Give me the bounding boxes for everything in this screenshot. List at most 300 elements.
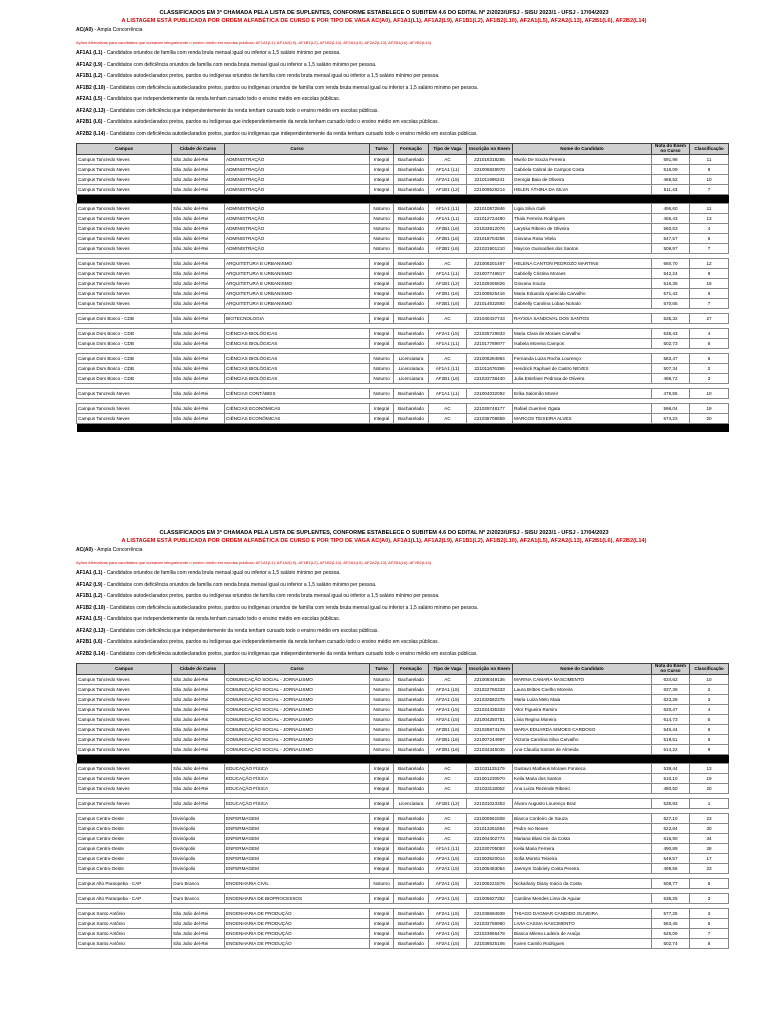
table-cell: Karen Camilo Rodrigues xyxy=(513,939,652,949)
table-row xyxy=(77,854,729,864)
table-cell: 221017789977 xyxy=(467,339,513,349)
table-cell: 456,43 xyxy=(652,214,690,224)
table-cell: Campus Tancredo Neves xyxy=(77,279,172,289)
table-cell: Bacharelado xyxy=(394,214,429,224)
table-cell: Bacharelado xyxy=(394,844,429,854)
table-cell: Campus Tancredo Neves xyxy=(77,725,172,735)
divider-cell xyxy=(77,195,729,204)
table-cell: Campus Dom Bosco - CDB xyxy=(77,354,172,364)
table-cell: Bacharelado xyxy=(394,289,429,299)
table-cell: 221006201497 xyxy=(467,259,513,269)
table-cell: Keila Maria dos Santos xyxy=(513,774,652,784)
table-cell: 614,73 xyxy=(652,715,690,725)
column-header: Campus xyxy=(77,144,172,155)
table-row xyxy=(77,695,729,705)
table-cell: Maria Luiza Melo Maia xyxy=(513,695,652,705)
table-cell: AF2B1 (L6) xyxy=(429,745,467,755)
table-header-row xyxy=(77,144,729,155)
table-cell: Integral xyxy=(370,165,394,175)
table-cell: ENGENHARIA DE PRODUÇÃO xyxy=(225,909,370,919)
table-cell: Bacharelado xyxy=(394,299,429,309)
table-cell: Noturno xyxy=(370,214,394,224)
table-cell: Bacharelado xyxy=(394,269,429,279)
table-cell: 10 xyxy=(690,389,729,399)
legend-text: - Candidatos oriundos de família com renda bruta mensal igual ou inferior a 1,5 salário mínimo per pessoa. xyxy=(102,570,341,576)
table-cell: 221014632592 xyxy=(467,299,513,309)
table-cell: São João del-Rei xyxy=(172,715,225,725)
table-cell: 221033812076 xyxy=(467,224,513,234)
table-cell: 221032582375 xyxy=(467,695,513,705)
table-row xyxy=(77,299,729,309)
table-cell: Campus Tancredo Neves xyxy=(77,715,172,725)
table-cell: HELEN ÁTHINA DA SILVA xyxy=(513,185,652,195)
table-cell: AF2B1 (L6) xyxy=(429,735,467,745)
table-cell: Gabrielly Cristina Moraes xyxy=(513,269,652,279)
legend-text: - Ampla Concorrência xyxy=(92,547,143,553)
table-cell: Noturno xyxy=(370,389,394,399)
table-cell: AF2B1 (L6) xyxy=(429,224,467,234)
table-cell: Noturno xyxy=(370,745,394,755)
table-cell: São João del-Rei xyxy=(172,919,225,929)
table-cell: Maria Eduarda Aparecida Carvalho xyxy=(513,289,652,299)
column-header: Tipo de Vaga xyxy=(429,664,467,675)
table-cell: Ana Luiza Rezende Ribeiro xyxy=(513,784,652,794)
legend-text: - Candidatos autodeclarados pretos, pardos ou indígenas que independentemente da renda tenham cursado todo o ensino médio em escolas públicas. xyxy=(102,639,440,645)
table-cell: São João del-Rei xyxy=(172,214,225,224)
table-cell: 13 xyxy=(690,214,729,224)
legend-code: AF2B2 (L14) xyxy=(76,130,106,137)
table-cell: Campus Centro-Oeste xyxy=(77,864,172,874)
table-row xyxy=(77,799,729,809)
table-cell: ADMINISTRAÇÃO xyxy=(225,165,370,175)
table-cell: Integral xyxy=(370,894,394,904)
table-cell: São João del-Rei xyxy=(172,374,225,384)
table-cell: 221033118052 xyxy=(467,784,513,794)
table-cell: Bianca Cordeiro de Souza xyxy=(513,814,652,824)
table-cell: 221031125179 xyxy=(467,764,513,774)
legend-item xyxy=(76,28,768,40)
table-cell: Integral xyxy=(370,854,394,864)
table-cell: Bacharelado xyxy=(394,314,429,324)
table-cell: São João del-Rei xyxy=(172,269,225,279)
table-cell: Bacharelado xyxy=(394,414,429,424)
table-cell: Campus Tancredo Neves xyxy=(77,764,172,774)
table-row xyxy=(77,234,729,244)
table-cell: 221006221576 xyxy=(467,879,513,889)
table-cell: AC xyxy=(429,259,467,269)
table-cell: 502,73 xyxy=(652,339,690,349)
table-cell: 596,04 xyxy=(652,404,690,414)
table-cell: Bacharelado xyxy=(394,909,429,919)
table-cell: Keila Maria Ferreira xyxy=(513,844,652,854)
table-cell: Campus Tancredo Neves xyxy=(77,414,172,424)
table-cell: AC xyxy=(429,764,467,774)
table-cell: ENFERMAGEM xyxy=(225,864,370,874)
table-cell: Álvaro Augusto Lourenço Braz xyxy=(513,799,652,809)
table-cell: 560,53 xyxy=(652,224,690,234)
table-cell: 10 xyxy=(690,175,729,185)
table-cell: ARQUITETURA E URBANISMO xyxy=(225,279,370,289)
table-cell: 7 xyxy=(690,244,729,254)
table-cell: AF2B1 (L6) xyxy=(429,289,467,299)
table-cell: 514,22 xyxy=(652,745,690,755)
table-cell: Bacharelado xyxy=(394,185,429,195)
table-cell: Georgia Baia de Oliveira xyxy=(513,175,652,185)
table-cell: ENFERMAGEM xyxy=(225,834,370,844)
table-cell: Integral xyxy=(370,314,394,324)
legend-code: AF2A2 (L13) xyxy=(76,627,106,634)
table-cell: 5 xyxy=(690,715,729,725)
table-cell: Integral xyxy=(370,329,394,339)
table-cell: COMUNICAÇÃO SOCIAL - JORNALISMO xyxy=(225,735,370,745)
table-cell: 221011996241 xyxy=(467,175,513,185)
table-cell: Bacharelado xyxy=(394,244,429,254)
legend-text: - Candidatos que independentemente da renda tenham cursado todo o ensino médio em escolas públicas. xyxy=(102,616,341,622)
table-row xyxy=(77,929,729,939)
table-cell: Caroline Mendes Lima de Aguiar xyxy=(513,894,652,904)
table-cell: Campus Tancredo Neves xyxy=(77,404,172,414)
table-cell: AF1B1 (L2) xyxy=(429,279,467,289)
table-cell: Rafael Guerrieri Ogata xyxy=(513,404,652,414)
table-row xyxy=(77,705,729,715)
table-cell: Campus Tancredo Neves xyxy=(77,289,172,299)
table-cell: AF2B1 (L6) xyxy=(429,299,467,309)
table-row xyxy=(77,715,729,725)
table-cell: 11 xyxy=(690,155,729,165)
table-cell: LIVIA CASSIA NASCIMENTO xyxy=(513,919,652,929)
table-cell: São João del-Rei xyxy=(172,299,225,309)
table-cell: 221036694939 xyxy=(467,909,513,919)
table-cell: 8 xyxy=(690,939,729,949)
table-row xyxy=(77,894,729,904)
table-cell: 6 xyxy=(690,725,729,735)
table-cell: São João del-Rei xyxy=(172,774,225,784)
table-cell: 221007244967 xyxy=(467,735,513,745)
legend-text: - Candidatos com deficiência que independentemente da renda tenham cursado todo o ensino médio em escolas públicas. xyxy=(105,627,379,634)
table-cell: Bacharelado xyxy=(394,329,429,339)
table-cell: 221033758980 xyxy=(467,919,513,929)
table-row xyxy=(77,224,729,234)
table-cell: Campus Tancredo Neves xyxy=(77,165,172,175)
table-cell: 221022786333 xyxy=(467,685,513,695)
table-cell: Bacharelado xyxy=(394,735,429,745)
table-cell: 221026874176 xyxy=(467,725,513,735)
table-cell: Bacharelado xyxy=(394,339,429,349)
legend-code: AF1A2 (L9) xyxy=(76,61,103,68)
table-cell: 9 xyxy=(690,165,729,175)
legend-code: AC(A0) xyxy=(76,27,93,33)
table-row xyxy=(77,204,729,214)
table-cell: AF2A1 (L5) xyxy=(429,329,467,339)
table-cell: EDUCAÇÃO FÍSICA xyxy=(225,784,370,794)
table-cell: 516,09 xyxy=(652,165,690,175)
table-cell: 221025729833 xyxy=(467,329,513,339)
table-cell: São João del-Rei xyxy=(172,685,225,695)
table-cell: 478,55 xyxy=(652,389,690,399)
legend-text: - Candidatos com deficiência autodeclarados pretos, pardos ou indígenas que independentemente da renda tenham cursado todo o ensino médio em escolas públicas. xyxy=(105,650,478,657)
table-row xyxy=(77,244,729,254)
table-cell: 7 xyxy=(690,185,729,195)
table-cell: 221011676396 xyxy=(467,364,513,374)
table-cell: Campus Dom Bosco - CDB xyxy=(77,314,172,324)
table-row xyxy=(77,214,729,224)
results-table xyxy=(76,143,729,432)
table-cell: São João del-Rei xyxy=(172,329,225,339)
table-cell: Bacharelado xyxy=(394,695,429,705)
table-cell: Bacharelado xyxy=(394,279,429,289)
table-cell: Campus Tancredo Neves xyxy=(77,204,172,214)
table-cell: ENFERMAGEM xyxy=(225,854,370,864)
table-cell: CIÊNCIAS ECONÔMICAS xyxy=(225,404,370,414)
table-cell: Licenciatura xyxy=(394,374,429,384)
legend-code: AF2A1 (L5) xyxy=(76,96,103,102)
legend-code: AF1B1 (L2) xyxy=(76,593,103,599)
table-cell: Maria Clara de Moraes Carvalho xyxy=(513,329,652,339)
table-cell: 574,23 xyxy=(652,414,690,424)
table-cell: 3 xyxy=(690,894,729,904)
table-cell: Campus Tancredo Neves xyxy=(77,214,172,224)
results-table xyxy=(76,663,729,949)
legend-code: AF2A2 (L13) xyxy=(76,107,106,114)
table-cell: 542,24 xyxy=(652,269,690,279)
table-cell: Bacharelado xyxy=(394,404,429,414)
table-cell: Campus Tancredo Neves xyxy=(77,155,172,165)
table-cell: Integral xyxy=(370,939,394,949)
column-header: Classificação xyxy=(690,144,729,155)
table-cell: AC xyxy=(429,834,467,844)
table-cell: Divinópolis xyxy=(172,844,225,854)
table-cell: Campus Tancredo Neves xyxy=(77,389,172,399)
table-cell: 221006828970 xyxy=(467,165,513,175)
table-cell: 11 xyxy=(690,204,729,214)
table-cell: COMUNICAÇÃO SOCIAL - JORNALISMO xyxy=(225,725,370,735)
table-cell: ENGENHARIA DE BIOPROCESSOS xyxy=(225,894,370,904)
table-cell: 7 xyxy=(690,929,729,939)
table-cell: Noturno xyxy=(370,364,394,374)
table-cell: AF2A1 (L5) xyxy=(429,715,467,725)
table-cell: Licenciatura xyxy=(394,354,429,364)
column-header: Nota do Enem no Curso xyxy=(652,664,690,675)
table-cell: Campus Tancredo Neves xyxy=(77,705,172,715)
table-cell: Hendrick Raphael de Castro NEVES xyxy=(513,364,652,374)
table-cell: AF1A1 (L1) xyxy=(429,364,467,374)
table-cell: Bacharelado xyxy=(394,939,429,949)
table-cell: Murilo De Souza Ferreira xyxy=(513,155,652,165)
table-cell: Jaemym Gabriely Costa Pereira xyxy=(513,864,652,874)
table-cell: CIÊNCIAS BIOLÓGICAS xyxy=(225,329,370,339)
table-cell: ADMINISTRAÇÃO xyxy=(225,175,370,185)
legend-item xyxy=(76,548,768,560)
table-cell: São João del-Rei xyxy=(172,244,225,254)
table-cell: AF1A1 (L1) xyxy=(429,204,467,214)
table-cell: Bacharelado xyxy=(394,155,429,165)
table-cell: Bacharelado xyxy=(394,879,429,889)
table-cell: Campus Alto Paraopeba - CAP xyxy=(77,894,172,904)
table-cell: São João del-Rei xyxy=(172,259,225,269)
table-cell: Noturno xyxy=(370,675,394,685)
table-cell: São João del-Rei xyxy=(172,705,225,715)
table-cell: Ouro Branco xyxy=(172,894,225,904)
table-cell: São João del-Rei xyxy=(172,339,225,349)
table-cell: Bacharelado xyxy=(394,234,429,244)
legend-code: AF2B1 (L6) xyxy=(76,639,103,645)
table-cell: Giovana Rosa Vitela xyxy=(513,234,652,244)
table-cell: Campus Centro-Oeste xyxy=(77,854,172,864)
legend-code: AF2B1 (L6) xyxy=(76,119,103,125)
table-cell: 535,43 xyxy=(652,329,690,339)
table-cell: AF2B1 (L6) xyxy=(429,234,467,244)
table-cell: Noturno xyxy=(370,354,394,364)
table-cell: ARQUITETURA E URBANISMO xyxy=(225,289,370,299)
table-cell: Campus Tancredo Neves xyxy=(77,234,172,244)
legend-code: AF1B2 (L10) xyxy=(76,84,106,91)
table-cell: 570,65 xyxy=(652,299,690,309)
table-cell: Campus Centro-Oeste xyxy=(77,834,172,844)
table-cell: Campus Dom Bosco - CDB xyxy=(77,364,172,374)
table-cell: 221033738440 xyxy=(467,374,513,384)
table-cell: Noturno xyxy=(370,879,394,889)
table-cell: São João del-Rei xyxy=(172,404,225,414)
column-header: Nome do Candidato xyxy=(513,664,652,675)
table-cell: 627,10 xyxy=(652,814,690,824)
table-cell: Campus Tancredo Neves xyxy=(77,244,172,254)
table-cell: 468,52 xyxy=(652,175,690,185)
column-header: Formação xyxy=(394,664,429,675)
table-cell: Victoria Carolina Silva Carvalho xyxy=(513,735,652,745)
table-cell: 526,09 xyxy=(652,929,690,939)
table-cell: Lívia Regina Moreira xyxy=(513,715,652,725)
table-cell: São João del-Rei xyxy=(172,784,225,794)
legend-text: - Candidatos com deficiência oriundos de família com renda bruta mensal igual ou inferior a 1,5 salário mínimo per pessoa. xyxy=(102,581,377,588)
table-cell: 622,84 xyxy=(652,824,690,834)
legend-text: - Candidatos oriundos de família com renda bruta mensal igual ou inferior a 1,5 salário mínimo per pessoa. xyxy=(102,50,341,56)
table-cell: AF2B1 (L6) xyxy=(429,374,467,384)
table-cell: 2 xyxy=(690,685,729,695)
table-cell: 27 xyxy=(690,314,729,324)
table-cell: Integral xyxy=(370,155,394,165)
table-cell: São João del-Rei xyxy=(172,725,225,735)
table-cell: 20 xyxy=(690,784,729,794)
table-cell: AF2B1 (L6) xyxy=(429,725,467,735)
table-cell: Noturno xyxy=(370,705,394,715)
table-row xyxy=(77,155,729,165)
table-cell: Noturno xyxy=(370,204,394,214)
table-cell: AC xyxy=(429,675,467,685)
table-cell: 510,10 xyxy=(652,774,690,784)
table-cell: Bacharelado xyxy=(394,685,429,695)
table-row xyxy=(77,185,729,195)
table-cell: 221006627362 xyxy=(467,894,513,904)
table-cell: 221012724490 xyxy=(467,214,513,224)
table-cell: Bacharelado xyxy=(394,774,429,784)
table-cell: AC xyxy=(429,774,467,784)
table-cell: 536,25 xyxy=(652,894,690,904)
table-row xyxy=(77,735,729,745)
table-cell: Divinópolis xyxy=(172,814,225,824)
table-cell: São João del-Rei xyxy=(172,314,225,324)
legend-text: - Candidatos autodeclarados pretos, pardos ou indígenas oriundos de família com renda bruta mensal igual ou inferior a 1,5 salário mínimo per pessoa. xyxy=(102,593,440,599)
divider-cell xyxy=(77,424,729,433)
table-row xyxy=(77,919,729,929)
table-cell: Mariana Blasi Gin da Costa xyxy=(513,834,652,844)
legend-code: AF1A2 (L9) xyxy=(76,581,103,588)
table-cell: Campus Tancredo Neves xyxy=(77,675,172,685)
table-cell: 660,70 xyxy=(652,259,690,269)
table-cell: AF2A1 (L5) xyxy=(429,864,467,874)
table-row xyxy=(77,269,729,279)
table-cell: Campus Tancredo Neves xyxy=(77,774,172,784)
table-cell: 499,56 xyxy=(652,864,690,874)
table-cell: MARCOS TEIXEIRA ALVES xyxy=(513,414,652,424)
table-cell: Bacharelado xyxy=(394,919,429,929)
table-row xyxy=(77,685,729,695)
page-1 xyxy=(0,10,768,432)
table-cell: Vitor Figueira Ramiro xyxy=(513,705,652,715)
legend xyxy=(76,28,768,143)
table-cell: HELENA CANTON PEDROZO MARTINS xyxy=(513,259,652,269)
table-cell: AF1A1 (L1) xyxy=(429,165,467,175)
table-cell: AF2A1 (L5) xyxy=(429,705,467,715)
table-cell: AC xyxy=(429,824,467,834)
legend-text: - Ampla Concorrência xyxy=(92,27,143,33)
table-cell: São João del-Rei xyxy=(172,909,225,919)
table-cell: 634,62 xyxy=(652,675,690,685)
table-cell: Bacharelado xyxy=(394,204,429,214)
table-cell: 221034345035 xyxy=(467,745,513,755)
table-cell: São João del-Rei xyxy=(172,224,225,234)
legend-code: AF2A1 (L5) xyxy=(76,616,103,622)
table-cell: AF2A1 (L5) xyxy=(429,939,467,949)
table-row xyxy=(77,725,729,735)
table-cell: São João del-Rei xyxy=(172,389,225,399)
table-cell: Laryssa Ribeiro de Oliveira xyxy=(513,224,652,234)
table-cell: Integral xyxy=(370,929,394,939)
table-cell: ARQUITETURA E URBANISMO xyxy=(225,259,370,269)
table-cell: 23 xyxy=(690,814,729,824)
table-cell: São João del-Rei xyxy=(172,354,225,364)
table-cell: Integral xyxy=(370,784,394,794)
column-header: Campus xyxy=(77,664,172,675)
table-cell: COMUNICAÇÃO SOCIAL - JORNALISMO xyxy=(225,705,370,715)
column-header: Cidade do Curso xyxy=(172,144,225,155)
table-row xyxy=(77,824,729,834)
table-cell: 508,77 xyxy=(652,879,690,889)
table-cell: COMUNICAÇÃO SOCIAL - JORNALISMO xyxy=(225,715,370,725)
column-header: Curso xyxy=(225,144,370,155)
table-cell: Nickarlany Diany Inácio da Costa xyxy=(513,879,652,889)
table-cell: COMUNICAÇÃO SOCIAL - JORNALISMO xyxy=(225,675,370,685)
table-cell: Integral xyxy=(370,814,394,824)
table-cell: ENGENHARIA CIVIL xyxy=(225,879,370,889)
table-cell: 221040437743 xyxy=(467,314,513,324)
table-cell: 221016318265 xyxy=(467,155,513,165)
table-cell: Integral xyxy=(370,175,394,185)
table-cell: Integral xyxy=(370,404,394,414)
table-cell: Bianca Milena Ladeira de Araújo xyxy=(513,929,652,939)
table-header-row xyxy=(77,664,729,675)
column-header: Classificação xyxy=(690,664,729,675)
table-row xyxy=(77,279,729,289)
table-row xyxy=(77,404,729,414)
table-cell: CIÊNCIAS BIOLÓGICAS xyxy=(225,374,370,384)
table-cell: 509,97 xyxy=(652,244,690,254)
table-cell: 8 xyxy=(690,735,729,745)
table-cell: Pedro Ivo Neves xyxy=(513,824,652,834)
table-cell: 6 xyxy=(690,289,729,299)
table-cell: Noturno xyxy=(370,374,394,384)
table-cell: 221007749817 xyxy=(467,269,513,279)
table-cell: AF1B1 (L2) xyxy=(429,799,467,809)
